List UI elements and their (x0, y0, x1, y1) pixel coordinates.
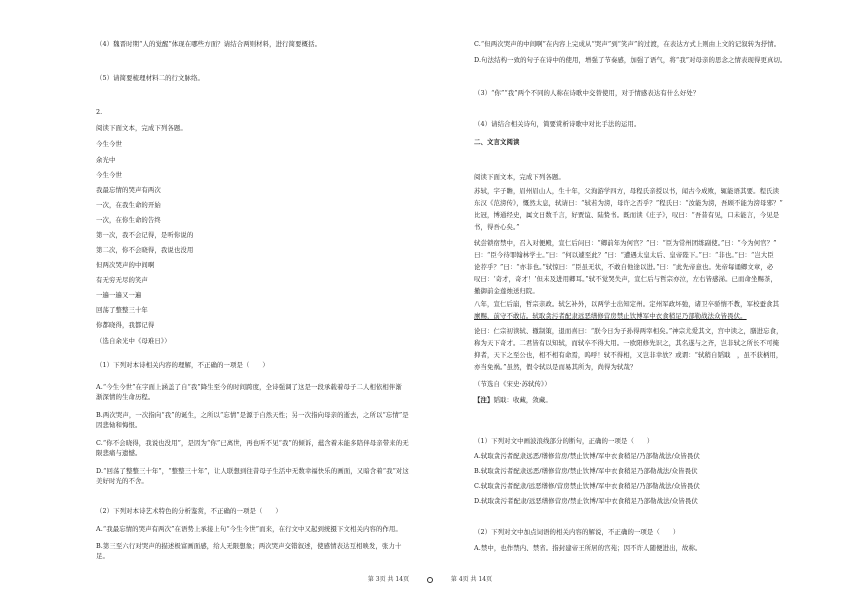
question-1: （1）下列对本诗相关内容的理解，不正确的一项是（ ） (96, 361, 269, 369)
option-a-cont: 渐深情的生命历程。 (96, 393, 155, 401)
question-4: （4）魏晋时期“人的觉醒”体现在哪些方面？请结合两则材料，进行简要概括。 (96, 40, 322, 48)
poem-line: 今生今世 (96, 171, 122, 179)
option-a: A.“我最忘情的哭声有两次”在语势上承接上句“今生今世”而来，在行文中又起到统摄下文相关内容的作用。 (96, 525, 402, 533)
question-1: （1）下列对文中画波浪线部分的断句，正确的一项是（ ） (474, 437, 654, 445)
passage-line: 八年，宣仁后崩，哲宗亲政。轼乞补外，以两学士出知定州。定州军政坏弛，诸卫卒骄惰不教，军校蚕食其 (474, 300, 780, 308)
poem-line: 一遍一遍又一遍 (96, 291, 142, 299)
question-2: （2）下列对本诗艺术特色的分析鉴赏，不正确的一项是（ ） (96, 507, 282, 515)
right-page (430, 0, 860, 608)
section-heading: 二、文言文阅读 (474, 138, 520, 146)
question-2: （2）下列对文中加点词语的相关内容的解说，不正确的一项是（ ） (474, 528, 680, 536)
poem-line: 但两次哭声的中间啊 (96, 261, 155, 269)
passage-line: 叹曰：‘奇才，奇才！’但未及进用卿耳。”轼不觉哭失声，宣仁后与哲宗亦泣，左右皆感涕。已而命坐赐茶， (474, 275, 777, 283)
option-c-cont: 限悲痛与遗憾。 (96, 449, 142, 457)
poem-line: 我最忘情的哭声有两次 (96, 186, 161, 194)
passage-line: 抑者，天下之至公也，相不相有命焉，呜呼！轼不得相，又岂非幸欤？或谓：“轼稍自韬戢 ，虽不获柄用， (474, 351, 783, 359)
passage-line: 论曰：仁宗初读轼、辙制策，退而喜曰：“朕今日为子孙得两宰相矣。”神宗尤爱其文，宫中读之，膳进忘食， (474, 327, 783, 335)
option-d-cont: 美好时光的不舍。 (96, 477, 148, 485)
page-footer (0, 576, 860, 584)
option-c: C.“但两次哭声的中间啊”在内容上完成从“哭声”到“笑声”的过渡，在表达方式上则由上文的记叙转为抒情。 (474, 40, 781, 48)
question-4: （4）请结合相关诗句，简要赏析诗歌中对比手法的运用。 (474, 120, 641, 128)
circle-icon (427, 577, 433, 583)
poem-line: 回荡了整整三十年 (96, 306, 148, 314)
passage-line: 书，得吾心矣。” (474, 223, 520, 231)
option-b: B.轼取贪污者配隶远恶/缮修营房/禁止饮博/军中衣食稍足乃部勒战法/众皆畏伏 (474, 467, 698, 475)
passage-line: 曰：“臣今待罪翰林学士。”曰：“何以遽至此？”曰：“遭遇太皇太后、皇帝陛下。”曰：“非也。”曰：“岂大臣 (474, 251, 774, 259)
option-d: D.轼取贪污者配隶/远恶缮修营房/禁止饮博/军中衣食稍足乃部勒战法/众皆畏伏 (474, 497, 698, 505)
passage-line: 论荐乎？”曰：“亦非也。”轼惊曰：“臣虽无状，不敢自他途以进。”曰：“此先帝意也。先帝每诵卿文章，必 (474, 263, 774, 271)
option-b: B.两次哭声，一次指向“我”的诞生，之所以“忘情”是源于自然天性；另一次指向母亲的逝去，之所以“忘情”是 (96, 411, 409, 419)
option-c: C.“你不会晓得，我说也没用”，是因为“你”已离世，再也听不见“我”的倾诉，蕴含着未能多陪伴母亲带来的无 (96, 439, 409, 447)
passage-line: 撤御前金莲烛送归院。 (474, 287, 539, 295)
reading-intro: 阅读下面文本，完成下列各题。 (96, 124, 187, 132)
option-d: D.句法结构一致的句子在诗中的使用，增强了节奏感，加强了语气，将“我”对母亲的思念之情表现得更真切。 (474, 56, 787, 64)
option-a: A.禁中，也作禁内、禁省。指封建帝王所居的宫苑；因不许人随便进出，故称。 (474, 544, 702, 552)
passage-line-wavy: 廪赐，前守不敢诘。轼取贪污者配隶远恶缮修营房禁止饮博军中衣食稍足乃部勒战法众皆畏伏。 (474, 312, 747, 320)
poem-line: 一次，在我生命的开始 (96, 201, 161, 209)
passage-line: 亦当免祸。”虽然，假令轼以是而易其所为，尚得为轼哉？ (474, 363, 637, 371)
poem-line: 今生今世 (96, 140, 122, 148)
option-b-cont: 因悲恸和悔恨。 (96, 421, 142, 429)
passage-line: 比冠，博通经史，属文日数千言，好贾谊、陆贽书。既而读《庄子》，叹曰：“吾昔有见，口未能言，今见是 (474, 211, 780, 219)
passage-line: 苏轼，字子瞻，眉州眉山人，生十年，父洵游学四方，母程氏亲授以书，闻古今成败，辄能语其要。程氏读 (474, 187, 780, 195)
passage-line: 东汉《范滂传》，慨然太息，轼请曰：“轼若为滂，母许之否乎？”程氏曰：“汝能为滂，吾顾不能为滂母邪？” (474, 199, 783, 207)
question-number-2: 2. (96, 108, 103, 116)
note-label: 【注】 (474, 396, 494, 404)
option-d: D.“回荡了整整三十年”，“整整三十年”，让人联想到往昔母子生活中无数幸福快乐的画面，又暗含着“我”对这 (96, 467, 409, 475)
passage-line: 称为天下奇才。二君皆有以知轼，而轼卒不得大用。一欧阳修先识之，其名遂与之齐，岂非轼之所长不可掩 (474, 339, 780, 347)
note (474, 396, 552, 404)
passage-source: （节选自《宋史·苏轼传》） (474, 380, 551, 388)
question-5: （5）请简要梳理材料二的行文脉络。 (96, 74, 205, 82)
option-b-cont: 足。 (96, 552, 109, 560)
poem-line: 第一次，我不会记得，是听你说的 (96, 231, 194, 239)
reading-intro: 阅读下面文本，完成下列各题。 (474, 173, 565, 181)
option-a: A.“今生今世”在字面上涵盖了自“我”降生至今的时间跨度，全诗强调了这是一段承载着母子二人相依相伴渐 (96, 383, 402, 391)
passage-line: 轼尝锁宿禁中，召入对便殿，宣仁后问曰：“卿前年为何官？”曰：“臣为常州团练副使。”曰：“今为何官？” (474, 239, 777, 247)
option-a: A.轼取贪污者配隶远恶/缮修营房/禁止饮博/军中衣食稍足/乃部勒战法/众皆畏伏 (474, 452, 700, 460)
question-3: （3）“你”“我”两个不同的人称在诗歌中交替使用，对于情感表达有什么好处？ (474, 89, 700, 97)
poem-line: 你都晓得，我都记得 (96, 321, 155, 329)
poem-source: （选自余光中《母难日》） (96, 337, 171, 345)
poem-line: 有无穷无尽的笑声 (96, 276, 148, 284)
footer-right-page-number: 第 4页 共 14页 (450, 576, 493, 583)
poem-line: 第二次，你不会晓得，我说也没用 (96, 246, 194, 254)
option-c: C.轼取贪污者配隶/远恶缮修/营房禁止饮博/军中衣食稍足/乃部勒战法/众皆畏伏 (474, 482, 700, 490)
footer-left-page-number: 第 3页 共 14页 (367, 576, 410, 583)
note-text: 韬戢：收藏，敛藏。 (493, 396, 552, 404)
poem-line: 一次，在你生命的告终 (96, 216, 161, 224)
poem-line: 余光中 (96, 156, 116, 164)
option-b: B.第三至六行对哭声的描述极富画面感，给人无限想象；两次哭声交错叙述，使感情表达互相映发，张力十 (96, 542, 402, 550)
